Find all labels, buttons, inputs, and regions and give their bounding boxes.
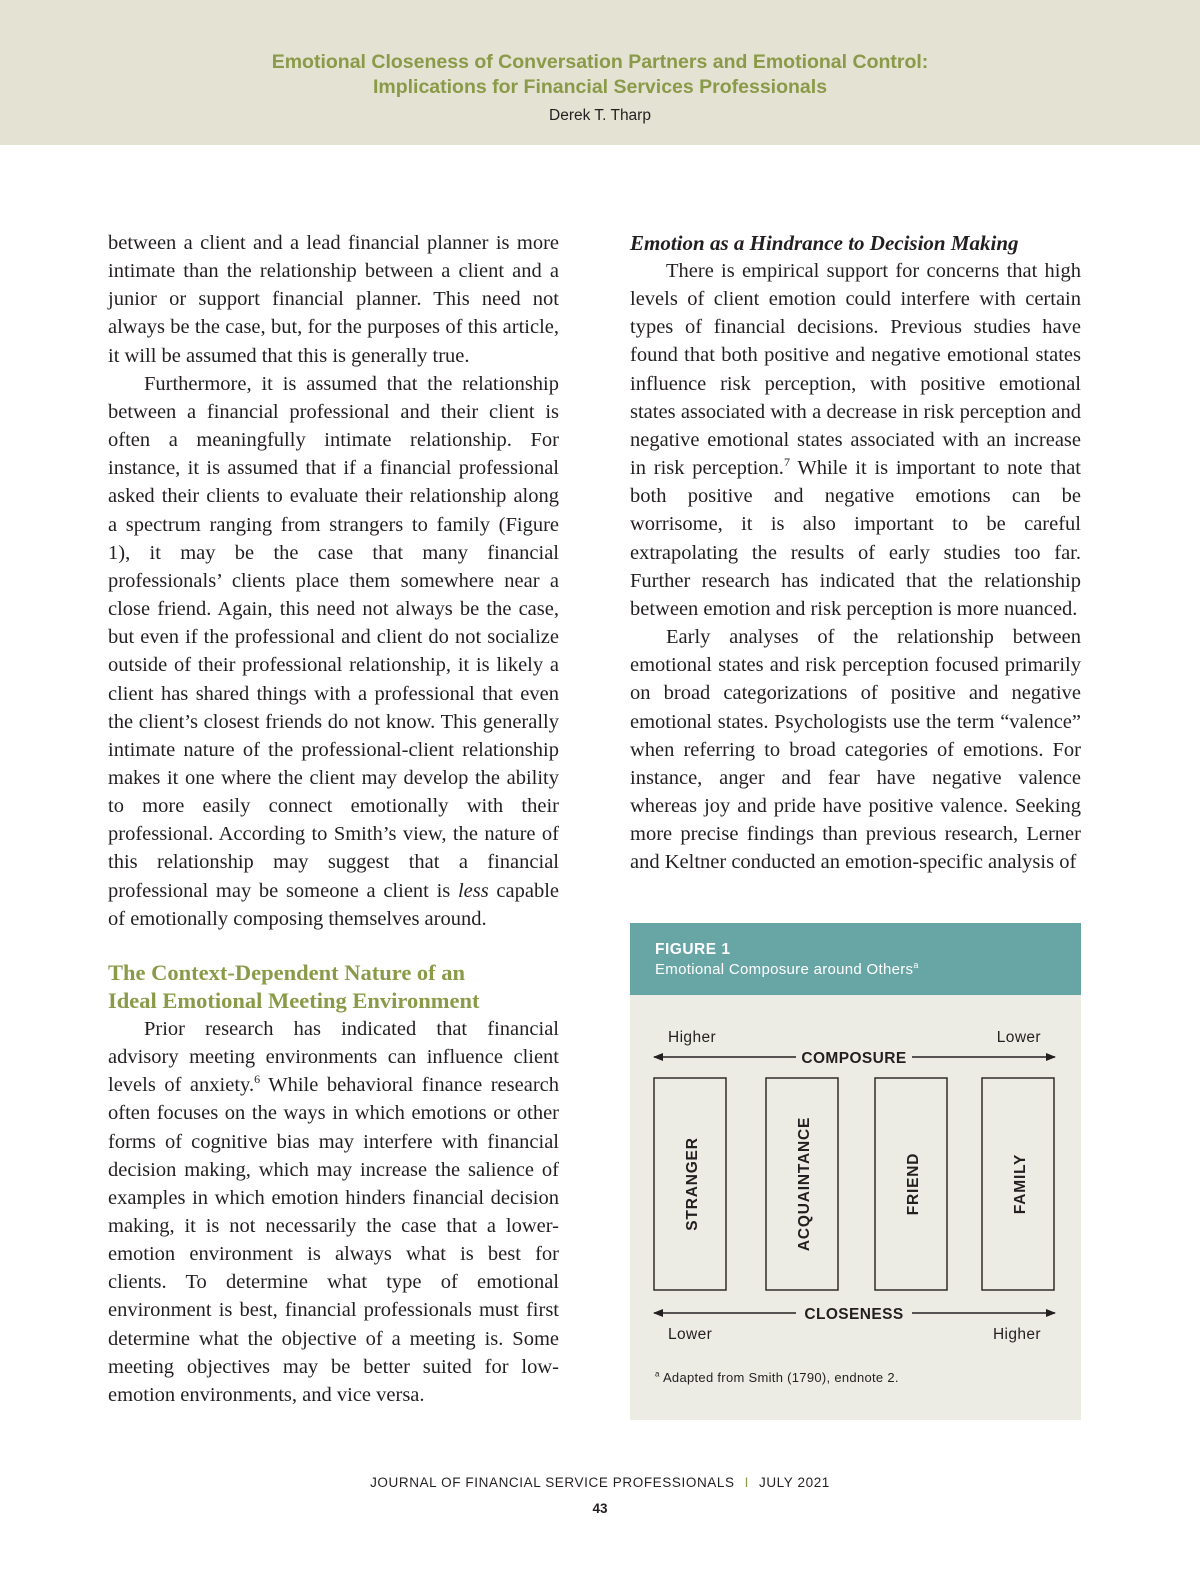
paragraph-text: Prior research has indicated that financial advisory meeting environments can influence client levels of anxiety. — [108, 1017, 559, 1097]
paragraph — [108, 370, 559, 933]
category-label-acquaintance: ACQUAINTANCE — [796, 1116, 813, 1252]
paragraph: between a client and a lead financial planner is more intimate than the relationship between a client and a junior or support financial planner. This need not always be the case, but, for the purposes of this article, it will be assumed that this is generally true. — [108, 232, 559, 367]
left-column — [108, 229, 559, 1409]
paragraph — [108, 1015, 559, 1409]
right-column — [630, 229, 1081, 876]
section-heading-line-2: Ideal Emotional Meeting Environment — [108, 987, 480, 1013]
figure-source-note — [655, 1370, 899, 1385]
paragraph — [630, 257, 1081, 623]
paragraph-text: capable of emotionally composing themselves around. — [108, 879, 559, 930]
closeness-high-label: Higher — [992, 1326, 1041, 1343]
closeness-axis-title: CLOSENESS — [804, 1306, 904, 1323]
paragraph-text: While it is important to note that both positive and negative emotions can be worrisome, it is also important to be careful extrapolating the results of early studies too far. Further research has indicated that the relationship between emotion and risk perception is more nuanced. — [630, 457, 1081, 620]
running-header — [0, 0, 1200, 145]
page-number: 43 — [592, 1501, 608, 1516]
running-footer — [0, 1475, 1200, 1490]
author-name: Derek T. Tharp — [549, 107, 651, 124]
journal-name: JOURNAL OF FINANCIAL SERVICE PROFESSIONALS — [370, 1475, 735, 1490]
figure-1 — [630, 923, 1081, 1420]
footer-separator: I — [744, 1475, 749, 1490]
endnote-marker: 7 — [783, 455, 790, 470]
endnote-marker: 6 — [254, 1072, 261, 1087]
composure-low-label: Lower — [996, 1029, 1041, 1046]
figure-caption-marker: a — [913, 960, 919, 970]
emphasis-text: less — [457, 879, 489, 902]
paragraph-text: While behavioral finance research often focuses on the ways in which emotions or other forms of cognitive bias may interfere with financial decision making, which may increase the salience of examples in which emotion hinders financial decision making, it is not necessarily the case that a lower-emotion environment is always what is best for clients. To determine what type of emotional environment is best, financial professionals must first determine what the objective of a meeting is. Some meeting objectives may be better suited for low-emotion environments, and vice versa. — [108, 1074, 559, 1406]
closeness-low-label: Lower — [668, 1326, 713, 1343]
figure-note-marker: a — [655, 1369, 660, 1379]
composure-axis-title: COMPOSURE — [801, 1050, 907, 1067]
subsection-heading: Emotion as a Hindrance to Decision Making — [630, 231, 1019, 255]
section-heading — [108, 959, 559, 1015]
composure-high-label: Higher — [668, 1029, 717, 1046]
figure-caption — [655, 961, 919, 978]
category-label-stranger: STRANGER — [684, 1137, 701, 1231]
figure-caption-text: Emotional Composure around Others — [655, 961, 914, 978]
paragraph: Early analyses of the relationship between emotional states and risk perception focused primarily on broad categorizations of positive and negative emotional states. Psychologists use the term “valence” when referring to broad categories of emotions. For instance, anger and fear have negative valence whereas joy and pride have positive valence. Seeking more precise findings than previous research, Lerner and Keltner conducted an emotion-specific analysis of — [630, 626, 1081, 874]
category-label-friend: FRIEND — [905, 1152, 922, 1216]
article-title-line-1: Emotional Closeness of Conversation Partners and Emotional Control: — [271, 51, 929, 73]
figure-header — [630, 923, 1081, 995]
paragraph-text: Furthermore, it is assumed that the relationship between a financial professional and their client is often a meaningfully intimate relationship. For instance, it is assumed that if a financial professional asked their clients to evaluate their relationship along a spectrum ranging from strangers to family (Figure 1), it may be the case that many financial professionals’ clients place them somewhere near a close friend. Again, this need not always be the case, but even if the professional and client do not socialize outside of their professional relationship, it is likely a client has shared things with a professional that even the client’s closest friends do not know. This generally intimate nature of the professional-client relationship makes it one where the client may develop the ability to more easily connect emotionally with their professional. According to Smith’s view, the nature of this relationship may suggest that a financial professional may be someone a client is — [108, 372, 559, 902]
article-title-line-2: Implications for Financial Services Professionals — [372, 76, 828, 98]
issue-date: JULY 2021 — [758, 1475, 830, 1490]
figure-label: FIGURE 1 — [655, 941, 731, 958]
category-label-family: FAMILY — [1012, 1153, 1029, 1215]
paragraph-text: There is empirical support for concerns that high levels of client emotion could interfere with certain types of financial decisions. Previous studies have found that both positive and negative emotional states influence risk perception, with positive emotional states associated with a decrease in risk perception and negative emotional states associated with an increase in risk perception. — [630, 260, 1081, 480]
section-heading-line-1: The Context-Dependent Nature of an — [108, 959, 466, 985]
article-title — [0, 50, 1200, 100]
figure-note-text: Adapted from Smith (1790), endnote 2. — [662, 1370, 899, 1385]
closeness-diagram — [630, 995, 1081, 1355]
